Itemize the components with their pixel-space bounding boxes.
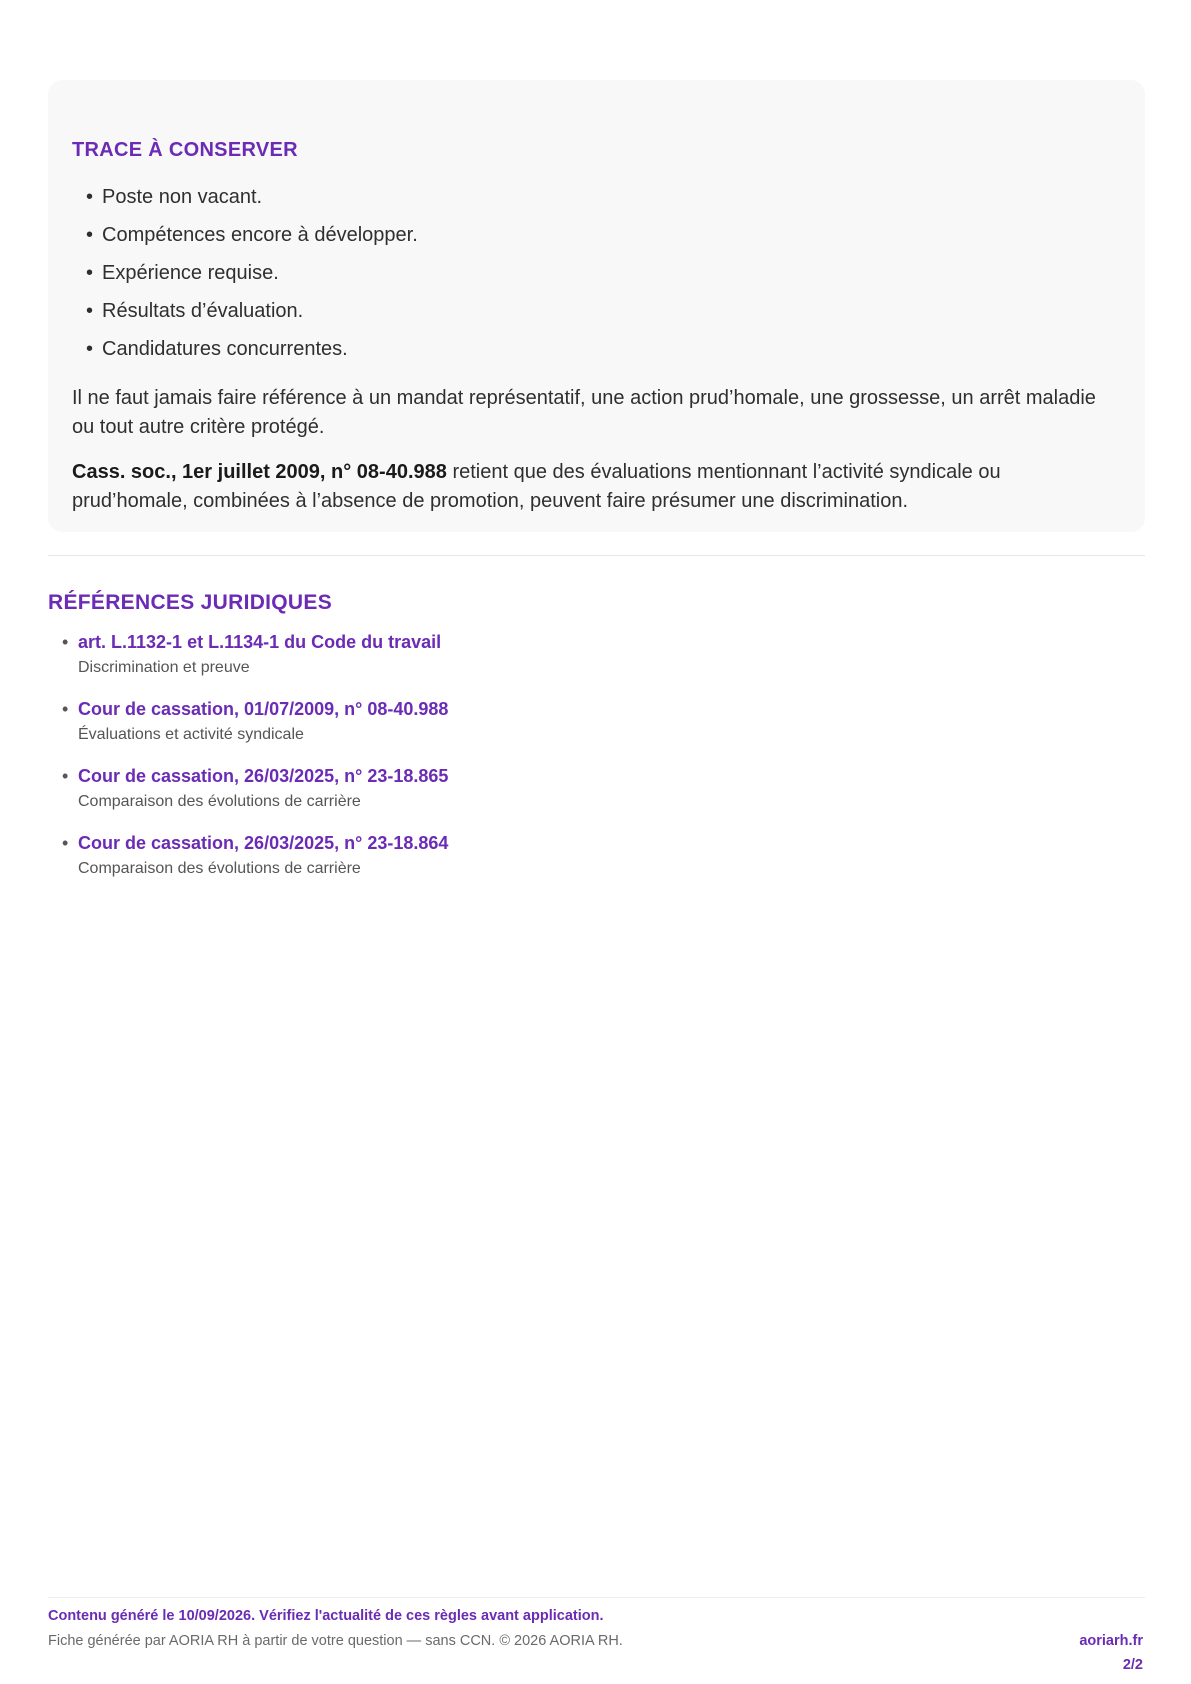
bullet-icon: • [62,632,69,652]
footer-divider [48,1597,1145,1598]
reference-item [62,762,448,829]
footer-site-link[interactable]: aoriarh.fr [1079,1633,1143,1649]
list-item [86,330,1121,368]
case-summary: retient que des évaluations mentionnant l’activité syndicale ou prud’homale, combinées à l’absence de promotion, peuvent faire présumer une discrimination. [72,461,1001,512]
bullet-icon: • [62,766,69,786]
reference-description: Comparaison des évolutions de carrière [78,860,361,877]
references-title: RÉFÉRENCES JURIDIQUES [48,591,333,614]
list-item-text: Expérience requise. [102,262,279,284]
reference-description: Évaluations et activité syndicale [78,726,304,743]
trace-list [72,178,1121,368]
case-law-paragraph [72,458,1121,516]
list-item-text: Compétences encore à développer. [102,224,418,246]
list-item [86,178,1121,216]
list-item [86,292,1121,330]
references-list [62,628,448,896]
bullet-icon: • [86,300,94,322]
reference-link[interactable]: Cour de cassation, 26/03/2025, n° 23-18.865 [78,766,449,786]
case-reference: Cass. soc., 1er juillet 2009, n° 08-40.988 [72,461,447,483]
reference-item [62,695,448,762]
reference-link[interactable]: Cour de cassation, 01/07/2009, n° 08-40.988 [78,699,449,719]
bullet-icon: • [86,186,94,208]
list-item [86,216,1121,254]
bullet-icon: • [62,699,69,719]
reference-description: Comparaison des évolutions de carrière [78,793,361,810]
reference-item [62,628,448,695]
bullet-icon: • [86,338,94,360]
list-item-text: Résultats d’évaluation. [102,300,304,322]
footer-credit: Fiche générée par AORIA RH à partir de votre question — sans CCN. © 2026 AORIA RH. [48,1633,623,1649]
list-item [86,254,1121,292]
page-number: 2/2 [1122,1657,1143,1673]
reference-link[interactable]: art. L.1132-1 et L.1134-1 du Code du travail [78,632,442,652]
reference-description: Discrimination et preuve [78,659,250,676]
bullet-icon: • [62,833,69,853]
list-item-text: Candidatures concurrentes. [102,338,348,360]
trace-title: TRACE À CONSERVER [72,139,298,161]
bullet-icon: • [86,224,94,246]
protected-criteria-paragraph: Il ne faut jamais faire référence à un mandat représentatif, une action prud’homale, une grossesse, un arrêt maladie ou tout autre critère protégé. [72,387,1096,438]
reference-item [62,829,448,896]
section-divider [48,555,1145,556]
trace-box [48,80,1145,532]
footer-notice: Contenu généré le 10/09/2026. Vérifiez l'actualité de ces règles avant application. [48,1608,604,1624]
reference-link[interactable]: Cour de cassation, 26/03/2025, n° 23-18.864 [78,833,449,853]
list-item-text: Poste non vacant. [102,186,263,208]
bullet-icon: • [86,262,94,284]
